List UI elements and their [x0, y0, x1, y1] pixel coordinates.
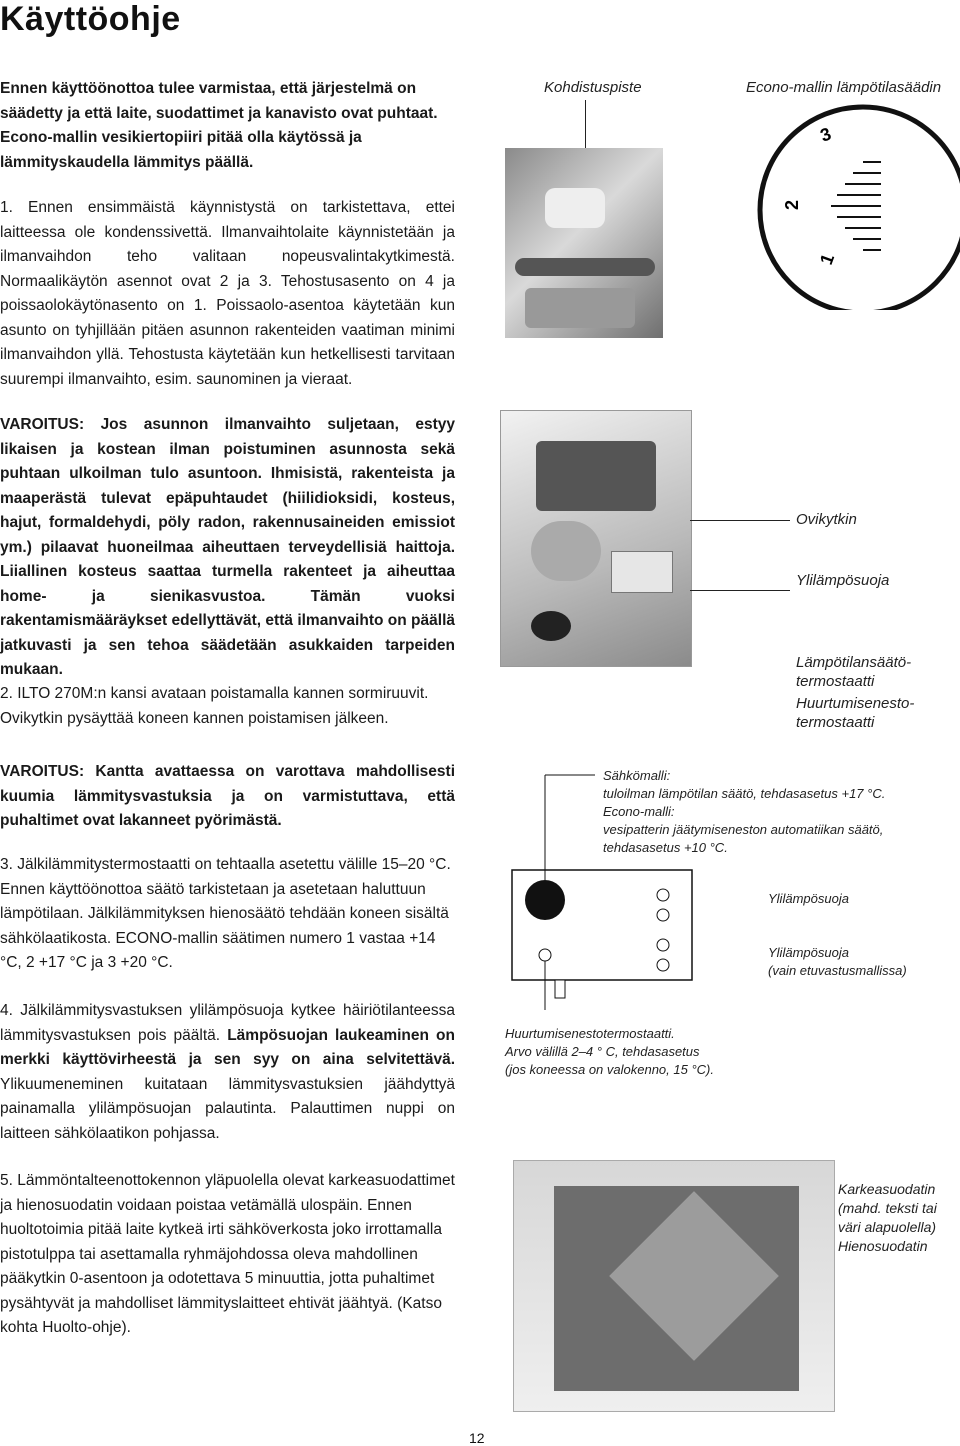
photo-electrical-box: [500, 410, 692, 667]
label-econo-desc2: tehdasasetus +10 °C.: [603, 840, 728, 855]
page-title: Käyttöohje: [0, 0, 181, 38]
item-4-paragraph: [0, 999, 455, 1146]
label-kohdistuspiste: Kohdistuspiste: [544, 79, 642, 96]
label-econo: Econo-malli:: [603, 804, 675, 819]
item-4-text-a: 4. Jälkilämmitysvastuksen ylilämpösuoja kytkee häiriötilanteessa lämmitysvastuksen pois päältä.: [0, 1002, 455, 1044]
label-huurt-arvo: Arvo välillä 2–4 ° C, tehdasasetus: [505, 1044, 700, 1059]
item-4-text-bold: Lämpösuojan laukeaminen on merkki käyttövirheestä ja sen syy on aina selvitettävä.: [0, 1026, 455, 1068]
item-2-paragraph: 2. ILTO 270M:n kansi avataan poistamalla kannen sormiruuvit. Ovikytkin pysäyttää koneen kannen poistamisen jälkeen.: [0, 685, 429, 727]
label-ylilampo: Ylilämpösuoja: [796, 572, 890, 589]
label-huurt-valokenno: (jos koneessa on valokenno, 15 °C).: [505, 1062, 714, 1077]
dial-label-3: 3: [817, 123, 834, 146]
dial-icon: [753, 100, 960, 310]
label-karkea-3: väri alapuolella): [838, 1219, 937, 1235]
label-lampotila-line1: Lämpötilansäätö-: [796, 654, 912, 671]
label-sahkomalli-desc: tuloilman lämpötilan säätö, tehdasasetus +17 °C.: [603, 786, 886, 801]
item-3-paragraph: 3. Jälkilämmitystermostaatti on tehtaalla asetettu välille 15–20 °C. Ennen käyttöönottoa säätö tarkistetaan ja asetetaan haluttuun lämpötilaan. Jälkilämmityksen hienosäätö tehdään koneen sisältä sähkölaatikosta. ECONO-mallin säätimen numero 1 vastaa +14 °C, 2 +17 °C ja 3 +20 °C.: [0, 856, 451, 971]
leader-line: [585, 100, 586, 148]
leader-ylilampo: [690, 590, 790, 591]
dial-label-1: 1: [815, 251, 839, 268]
leader-ovikytkin: [690, 520, 790, 521]
label-ylilampo-2: Ylilämpösuoja: [768, 945, 849, 960]
item-1-paragraph: 1. Ennen ensimmäistä käynnistystä on tarkistettava, ettei laitteessa ole kondenssivettä. Ilmanvaihtolaite käynnistetään ja ilmanvaihdon teho valitaan nopeusvalintakytkimestä. Normaalikäytön asennot ovat 2 ja 3. Tehostusasento on 4 ja poissaolokäytönasento on 1. Poissaolo-asentoa käytetään kun asunto on tyhjillään pitäen asunnon rakenteiden vaatiman minimi ilmanvaihdon yllä. Tehostusta käytetään kun hetkellisesti tarvitaan suurempi ilmanvaihto, esim. saunominen ja vieraat.: [0, 199, 455, 388]
control-panel-diagram: [500, 770, 710, 1010]
label-karkea-2: (mahd. teksti tai: [838, 1200, 937, 1216]
label-lampotila-line2: termostaatti: [796, 673, 875, 690]
photo-ventilation-unit: [513, 1160, 835, 1412]
label-sahkomalli: Sähkömalli:: [603, 768, 671, 783]
label-karkea-1: Karkeasuodatin: [838, 1181, 936, 1197]
label-econo-saadin: Econo-mallin lämpötilasäädin: [746, 79, 942, 96]
warning-1-paragraph: VAROITUS: Jos asunnon ilmanvaihto suljetaan, estyy likaisen ja kostean ilman poistuminen asunnosta sekä puhtaan ulkoilman tulo asuntoon. Ihmisistä, rakenteista ja maaperästä tulevat epäpuhtaudet (hiilidioksidi, kosteus, hajut, formaldehydi, pöly radon, rakennusaineiden emissiot ym.) pilaavat huoneilmaa aiheuttaen terveydellisiä haittoja. Liiallinen kosteus saattaa turmella rakenteet ja aiheuttaa home- ja sienikasvustoa. Tämän vuoksi rakentamismääräykset edellyttävät, että ilmanvaihto on päällä jatkuvasti ja sen tehoa säädetään asukkaiden tarpeiden mukaan.: [0, 416, 455, 678]
page-number: 12: [469, 1430, 485, 1446]
label-huurt-termostaatti: Huurtumisenestotermostaatti.: [505, 1026, 675, 1041]
label-econo-desc1: vesipatterin jäätymiseneston automatiikan säätö,: [603, 822, 884, 837]
label-huurt-line1: Huurtumisenesto-: [796, 695, 915, 712]
label-ylilampo-2-note: (vain etuvastusmallissa): [768, 963, 907, 978]
photo-valve-unit: [505, 148, 663, 338]
label-huurt-line2: termostaatti: [796, 714, 875, 731]
intro-paragraph: Ennen käyttöönottoa tulee varmistaa, että järjestelmä on säädetty ja että laite, suodattimet ja kanavisto ovat puhtaat. Econo-mallin vesikiertopiiri pitää olla käytössä ja lämmityskaudella lämmitys päällä.: [0, 80, 438, 171]
label-hienosuodatin: Hienosuodatin: [838, 1238, 928, 1254]
item-4-text-c: Ylikuumeneminen kuitataan lämmitysvastuksien jäähdyttyä painamalla ylilämpösuojan palautinta. Palauttimen nuppi on laitteen sähkölaatikon pohjassa.: [0, 1075, 455, 1142]
label-ylilampo-1: Ylilämpösuoja: [768, 891, 849, 906]
label-ovikytkin: Ovikytkin: [796, 511, 857, 528]
item-5-paragraph: 5. Lämmöntalteenottokennon yläpuolella olevat karkeasuodattimet ja hienosuodatin voidaan poistaa vetämällä ulospäin. Ennen huoltotoimia pitää laite kytkeä irti sähköverkosta joko irrottamalla pistotulppa tai asettamalla ryhmäjohdossa oleva mahdollinen pääkytkin 0-asentoon ja odotettava 5 minuuttia, jotta puhaltimet pysähtyvät ja mahdolliset lämmityslaitteet ehtivät jäähtyä. (Katso kohta Huolto-ohje).: [0, 1172, 455, 1336]
dial-label-2: 2: [782, 199, 802, 210]
warning-2-paragraph: VAROITUS: Kantta avattaessa on varottava mahdollisesti kuumia lämmitysvastuksia ja on varmistuttava, että puhaltimet ovat lakanneet pyörimästä.: [0, 763, 455, 829]
